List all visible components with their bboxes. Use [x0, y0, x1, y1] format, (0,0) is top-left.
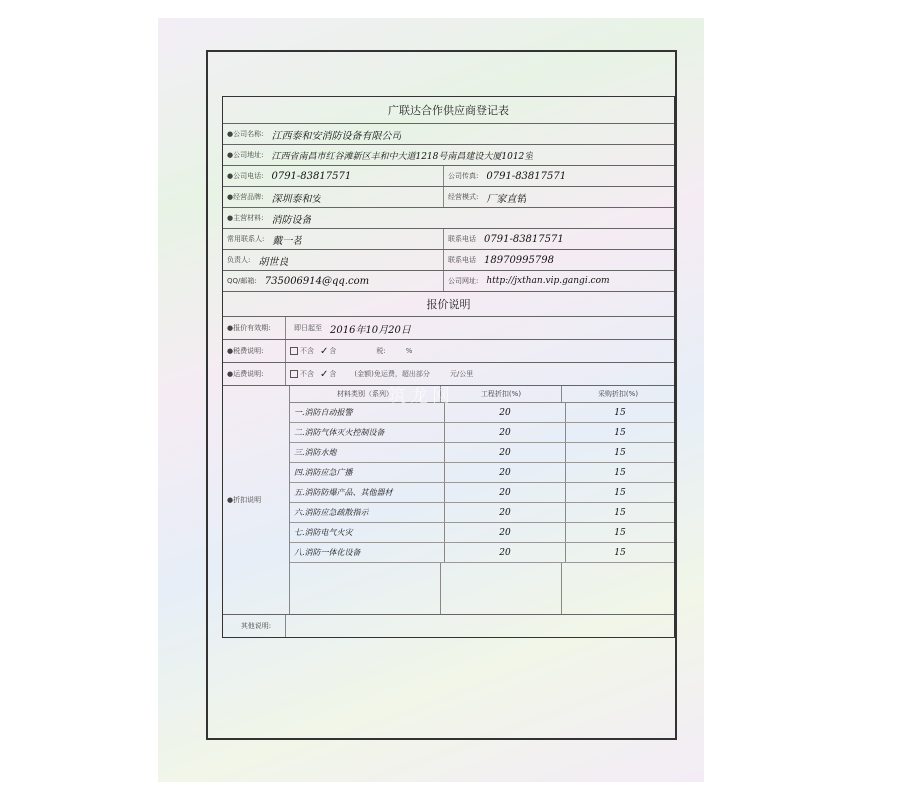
other-notes-value	[286, 615, 674, 637]
validity-value: 2016年10月20日	[330, 324, 411, 336]
column-header-category: 材料类别（系列）	[290, 386, 441, 402]
category-cell: 二.消防气体灭火控制设备	[290, 423, 445, 442]
phone-label: ●公司电话:	[227, 172, 264, 180]
freight-included-check-icon[interactable]: ✓	[320, 368, 329, 380]
tax-label: ●税费说明:	[227, 347, 264, 355]
website-label: 公司网址:	[448, 277, 479, 285]
purchase-discount-cell: 15	[614, 407, 626, 418]
tax-not-included-checkbox[interactable]	[290, 347, 298, 355]
manager-phone-label: 联系电话	[448, 256, 476, 264]
tax-included-label: 含	[329, 347, 337, 355]
manager-label: 负责人:	[227, 256, 251, 264]
other-notes-label: 其他说明:	[240, 622, 272, 630]
purchase-discount-cell: 15	[614, 527, 626, 538]
phone-value: 0791-83817571	[271, 170, 352, 182]
mode-value: 厂家直销	[486, 193, 527, 205]
discount-table-header	[290, 386, 674, 403]
purchase-discount-cell: 15	[614, 547, 626, 558]
table-row	[290, 403, 674, 423]
company-name-value: 江西泰和安消防设备有限公司	[271, 130, 402, 142]
contact-label: 常用联系人:	[227, 235, 265, 243]
company-address-value: 江西省南昌市红谷滩新区丰和中大道1218号南昌建设大厦1012室	[271, 151, 534, 162]
purchase-discount-cell: 15	[614, 467, 626, 478]
fax-label: 公司传真:	[448, 172, 479, 180]
contact-value: 戴一茗	[272, 235, 303, 247]
row-qq-website	[223, 271, 674, 292]
column-header-engineering: 工程折扣(%)	[441, 386, 562, 402]
engineering-discount-cell: 20	[445, 443, 566, 462]
table-row	[290, 443, 674, 463]
company-address-label: ●公司地址:	[227, 151, 264, 159]
quote-section-title: 报价说明	[223, 292, 674, 317]
validity-label: ●报价有效期:	[227, 324, 271, 332]
qq-value: 735006914@qq.com	[264, 275, 370, 287]
purchase-discount-cell: 15	[614, 427, 626, 438]
freight-included-label: 含	[329, 370, 337, 378]
engineering-discount-cell: 20	[445, 503, 566, 522]
website-value: http://jxthan.vip.gangi.com	[486, 276, 610, 286]
freight-not-included-label: 不含	[300, 370, 314, 378]
freight-label: ●运费说明:	[227, 370, 264, 378]
category-cell: 六.消防应急疏散指示	[290, 503, 445, 522]
category-cell: 七.消防电气火灾	[290, 523, 445, 542]
row-manager	[223, 250, 674, 271]
contact-phone-value: 0791-83817571	[484, 233, 564, 245]
supplier-form	[222, 96, 675, 638]
row-contact	[223, 229, 674, 250]
tax-percent: %	[405, 347, 413, 355]
materials-label: ●主营材料:	[227, 214, 264, 222]
discount-label: ●折扣说明	[223, 386, 290, 614]
validity-prefix: 即日起至	[294, 324, 322, 332]
form-title: 广联达合作供应商登记表	[223, 97, 674, 124]
row-brand-mode	[223, 187, 674, 208]
brand-value: 深圳泰和安	[271, 193, 322, 205]
qq-label: QQ/邮箱:	[227, 277, 257, 285]
row-tax	[223, 340, 674, 363]
mode-label: 经营模式:	[448, 193, 479, 201]
freight-unit: 元/公里	[449, 370, 474, 378]
row-materials	[223, 208, 674, 229]
freight-note: (金额)免运费，超出部分	[354, 370, 430, 378]
category-cell: 四.消防应急广播	[290, 463, 445, 482]
row-other-notes	[223, 615, 674, 637]
purchase-discount-cell: 15	[614, 487, 626, 498]
manager-value: 胡世良	[258, 256, 289, 268]
column-header-purchase: 采购折扣(%)	[597, 390, 639, 398]
row-company-address	[223, 145, 674, 166]
discount-table	[290, 386, 674, 614]
row-phone-fax	[223, 166, 674, 187]
engineering-discount-cell: 20	[445, 463, 566, 482]
purchase-discount-cell: 15	[614, 507, 626, 518]
manager-phone-value: 18970995798	[484, 254, 554, 266]
contact-phone-label: 联系电话	[448, 235, 476, 243]
empty-table-rows	[290, 563, 674, 614]
tax-included-check-icon[interactable]: ✓	[320, 345, 329, 357]
table-row	[290, 523, 674, 543]
table-row	[290, 543, 674, 563]
table-row	[290, 483, 674, 503]
table-row	[290, 463, 674, 483]
purchase-discount-cell: 15	[614, 447, 626, 458]
engineering-discount-cell: 20	[445, 523, 566, 542]
table-row	[290, 423, 674, 443]
category-cell: 三.消防水炮	[290, 443, 445, 462]
category-cell: 一.消防自动报警	[290, 403, 445, 422]
freight-not-included-checkbox[interactable]	[290, 370, 298, 378]
engineering-discount-cell: 20	[445, 543, 566, 562]
row-company-name	[223, 124, 674, 145]
tax-rate-label: 税:	[376, 347, 386, 355]
engineering-discount-cell: 20	[445, 403, 566, 422]
category-cell: 八.消防一体化设备	[290, 543, 445, 562]
materials-value: 消防设备	[271, 214, 312, 226]
category-cell: 五.消防防爆产品、其他器材	[290, 483, 445, 502]
tax-not-included-label: 不含	[300, 347, 314, 355]
engineering-discount-cell: 20	[445, 483, 566, 502]
table-row	[290, 503, 674, 523]
row-validity	[223, 317, 674, 340]
discount-section	[223, 386, 674, 615]
watermark: 筑龙网	[388, 386, 454, 407]
brand-label: ●经营品牌:	[227, 193, 264, 201]
fax-value: 0791-83817571	[486, 170, 567, 182]
engineering-discount-cell: 20	[445, 423, 566, 442]
company-name-label: ●公司名称:	[227, 130, 264, 138]
